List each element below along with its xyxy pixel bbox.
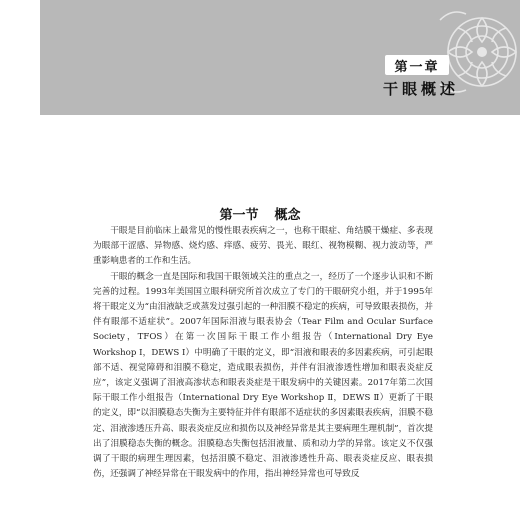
body-text — [93, 224, 433, 482]
section-title: 概念 — [274, 208, 301, 223]
paragraph: 干眼是目前临床上最常见的慢性眼表疾病之一，也称干眼症、角结膜干燥症、多表现为眼部干涩感、异物感、烧灼感、痒感、疲劳、畏光、眼红、视物模糊、视力波动等，严重影响患者的工作和生活。 — [93, 226, 433, 267]
paragraph: 干眼的概念一直是国际和我国干眼领域关注的重点之一，经历了一个逐步认识和不断完善的过程。1993年美国国立眼科研究所首次成立了专门的干眼研究小组，并于1995年将干眼定义为“由泪液缺乏或蒸发过强引起的一种泪膜不稳定的疾病，可导致眼表损伤，并伴有眼部不适症状”。2007年国际泪液与眼表协会（Tear Film and Ocular Surface Society，TFOS）在第一次国际干眼工作小组报告（International Dry Eye Workshop Ⅰ，DEWS Ⅰ）中明确了干眼的定义，即“泪液和眼表的多因素疾病，可引起眼部不适、视觉障碍和泪膜不稳定，造成眼表损伤，并伴有泪液渗透性增加和眼表炎症反应”，该定义强调了泪液高渗状态和眼表炎症是干眼发病中的关键因素。2017年第二次国际干眼工作小组报告（International Dry Eye Workshop Ⅱ，DEWS Ⅱ）更新了干眼的定义，即“以泪膜稳态失衡为主要特征并伴有眼部不适症状的多因素眼表疾病，泪膜不稳定、泪液渗透压升高、眼表炎症反应和损伤以及神经异常是其主要病理生理机制”，首次提出了泪膜稳态失衡的概念。泪膜稳态失衡包括泪液量、质和动力学的异常。该定义不仅强调了干眼的病理生理因素，包括泪膜不稳定、泪液渗透性升高、眼表炎症反应、眼表损伤，还强调了神经异常在干眼发病中的作用，指出神经异常也可导致反 — [93, 271, 433, 480]
section-number: 第一节 — [219, 208, 259, 223]
section-heading — [0, 204, 520, 223]
chapter-number-badge: 第一章 — [385, 55, 449, 75]
chapter-title: 干眼概述 — [383, 80, 460, 98]
chapter-header-band — [40, 0, 520, 115]
